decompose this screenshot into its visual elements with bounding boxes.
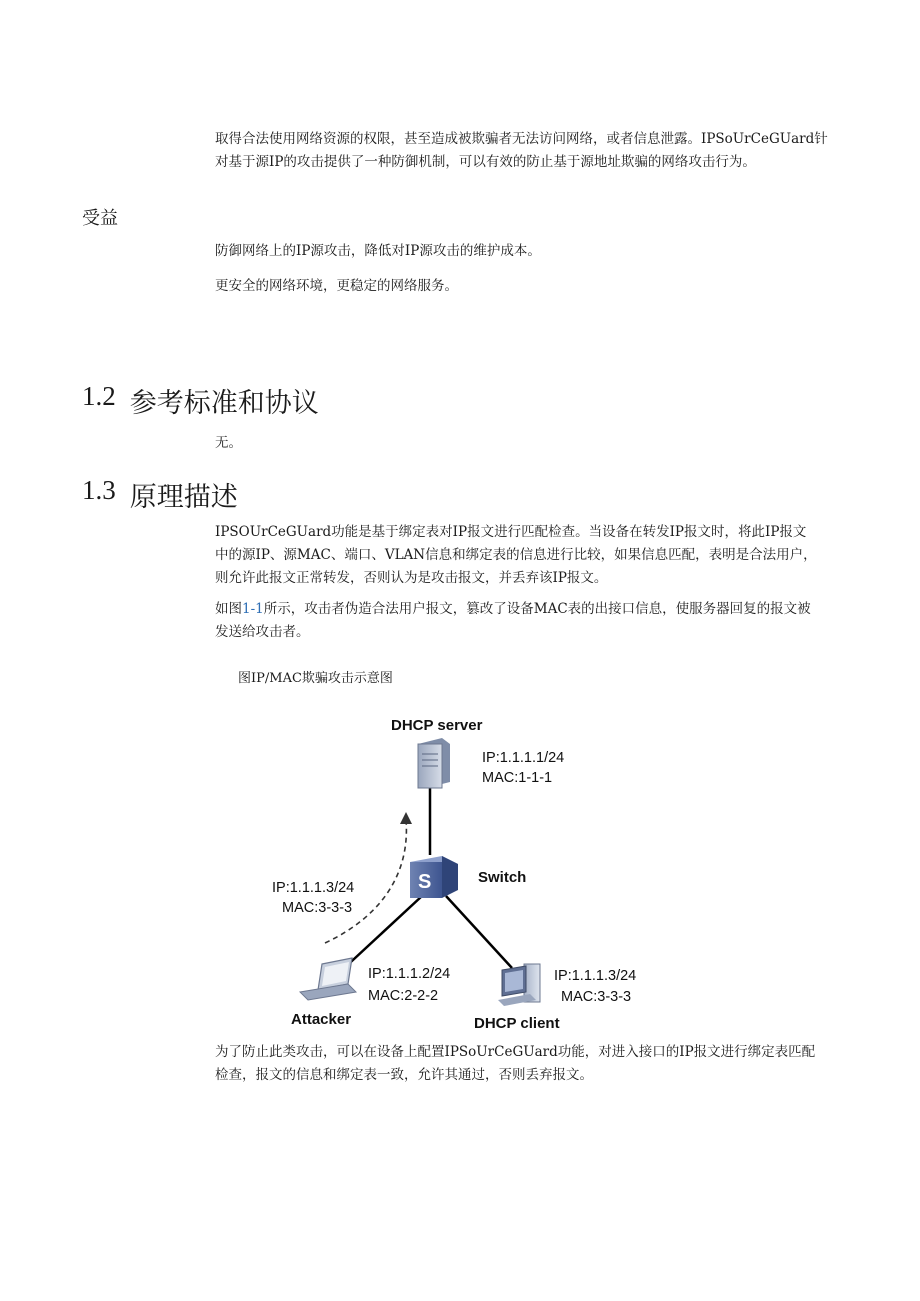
switch-label: Switch [478, 869, 527, 886]
link-switch-attacker [340, 896, 422, 972]
principle-line-3: 则允许此报文正常转发，否则认为是攻击报文，并丢弃该IP报文。 [215, 570, 608, 586]
section-title: 原理描述 [129, 482, 238, 513]
prevention-line-2: 检查，报文的信息和绑定表一致，允许其通过，否则丢弃报文。 [215, 1067, 593, 1083]
server-ip: IP:1.1.1.1/24 [482, 750, 565, 766]
server-label: DHCP server [391, 717, 483, 734]
intro-line-1: 取得合法使用网络资源的权限，甚至造成被欺骗者无法访问网络，或者信息泄露。IPSoUrCeGUard针 [215, 131, 828, 147]
link-switch-client [446, 896, 512, 968]
benefits-heading: 受益 [82, 208, 118, 229]
figure-ref-rest: 所示，攻击者伪造合法用户报文，篡改了设备MAC表的出接口信息，使服务器回复的报文被 [263, 601, 811, 617]
client-label: DHCP client [474, 1015, 560, 1032]
spoof-mac: MAC:3-3-3 [282, 900, 353, 916]
benefit-item-2: 更安全的网络环境，更稳定的网络服务。 [215, 278, 458, 294]
principle-line-2: 中的源IP、源MAC、端口、VLAN信息和绑定表的信息进行比较，如果信息匹配，表明是合法用户， [215, 547, 817, 563]
intro-line-2: 对基于源IP的攻击提供了一种防御机制，可以有效的防止基于源地址欺骗的网络攻击行为。 [215, 154, 756, 170]
section-title: 参考标准和协议 [129, 388, 319, 419]
principle-line-1: IPSOUrCeGUard功能是基于绑定表对IP报文进行匹配检查。当设备在转发IP报文时，将此IP报文 [215, 524, 807, 540]
prevention-paragraph [215, 1041, 835, 1087]
ip-mac-spoofing-diagram [260, 700, 640, 1040]
figure-reference-paragraph [215, 598, 835, 644]
section-1-2-heading [82, 381, 319, 420]
section-1-2-body: 无。 [215, 435, 242, 451]
attacker-ip: IP:1.1.1.2/24 [368, 966, 451, 982]
server-icon [418, 738, 450, 788]
attacker-label: Attacker [291, 1011, 352, 1028]
attacker-mac: MAC:2-2-2 [368, 988, 439, 1004]
server-mac: MAC:1-1-1 [482, 770, 553, 786]
client-mac: MAC:3-3-3 [561, 989, 632, 1005]
figure-caption: 图IP/MAC欺骗攻击示意图 [238, 671, 393, 686]
figure-link[interactable]: 1-1 [242, 601, 264, 617]
client-ip: IP:1.1.1.3/24 [554, 968, 637, 984]
intro-paragraph [215, 128, 835, 174]
principle-paragraph [215, 521, 835, 590]
section-1-3-heading [82, 475, 238, 514]
figure-ref-line-2: 发送给攻击者。 [215, 624, 310, 640]
figure-ref-prefix: 如图 [215, 601, 242, 617]
prevention-line-1: 为了防止此类攻击，可以在设备上配置IPSoUrCeGUard功能，对进入接口的IP报文进行绑定表匹配 [215, 1044, 816, 1060]
section-number: 1.3 [82, 475, 116, 505]
switch-glyph: S [418, 871, 432, 893]
switch-icon [410, 856, 458, 898]
laptop-icon [300, 958, 356, 1000]
desktop-pc-icon [498, 964, 540, 1006]
spoof-ip: IP:1.1.1.3/24 [272, 880, 355, 896]
section-number: 1.2 [82, 381, 116, 411]
benefit-item-1: 防御网络上的IP源攻击，降低对IP源攻击的维护成本。 [215, 243, 541, 259]
dashed-arrow-icon [325, 812, 412, 943]
